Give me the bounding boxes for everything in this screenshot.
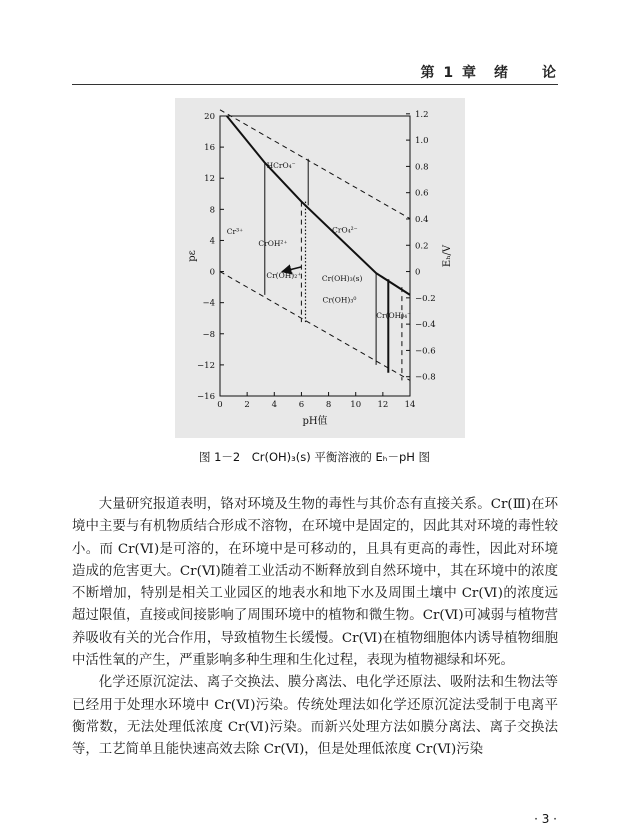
region-label-croh2: CrOH²⁺	[258, 238, 288, 248]
y-right-tick-label: −0.8	[415, 372, 436, 383]
y-left-tick-label: 16	[204, 143, 215, 154]
y-right-axis-label: Eₕ/V	[442, 244, 453, 268]
y-right-tick-label: −0.2	[415, 293, 436, 304]
boundary-line	[220, 272, 410, 381]
region-label-hcro4: HCrO₄⁻	[266, 161, 296, 171]
region-label-cro4: CrO₄²⁻	[332, 225, 358, 235]
plot-frame	[220, 116, 410, 396]
x-tick-label: 0	[217, 400, 223, 410]
region-label-croh3aq: Cr(OH)₃⁰	[322, 295, 357, 305]
x-tick-label: 10	[350, 400, 362, 410]
x-tick-label: 8	[325, 400, 332, 410]
x-tick-label: 12	[377, 400, 389, 410]
y-left-tick-label: 12	[204, 174, 215, 185]
region-label-croh4: Cr(OH)₄⁻	[376, 311, 412, 321]
chapter-title: 第 1 章 绪 论	[420, 65, 558, 81]
y-right-tick-label: 0.8	[415, 162, 429, 173]
y-left-axis-label: pε	[187, 250, 198, 262]
paragraph-2: 化学还原沉淀法、离子交换法、膜分离法、电化学还原法、吸附法和生物法等已经用于处理水环境中 Cr(Ⅵ)污染。传统处理法如化学还原沉淀法受制于电离平衡常数，无法处理低浓度 Cr(Ⅵ)污染。而新兴处理方法如膜分离法、离子交换法等，工艺简单且能快速高效去除 Cr(Ⅵ)，但是处理低浓度 Cr(Ⅵ)污染	[72, 675, 558, 758]
page-number: · 3 ·	[534, 812, 557, 826]
y-right-tick-label: 0	[415, 267, 421, 278]
y-left-tick-label: −12	[197, 360, 215, 371]
figure-caption: 图 1－2 Cr(OH)₃(s) 平衡溶液的 Eₕ－pH 图	[198, 450, 431, 464]
y-left-tick-label: 20	[204, 112, 215, 122]
region-label-cr3: Cr³⁺	[226, 227, 244, 237]
region-label-croh3s: Cr(OH)₃(s)	[321, 273, 363, 283]
figure-eh-ph-diagram	[175, 98, 465, 438]
eh-ph-chart	[175, 98, 465, 438]
y-left-tick-label: 4	[209, 236, 215, 247]
y-right-tick-label: 0.6	[415, 188, 429, 199]
region-label-croh2p: Cr(OH)₂⁺	[266, 270, 302, 280]
y-left-tick-label: −4	[202, 298, 215, 309]
x-tick-label: 6	[298, 400, 305, 410]
boundary-line	[227, 116, 410, 295]
x-axis-label: pH值	[302, 416, 328, 427]
x-tick-label: 14	[404, 400, 416, 410]
running-header	[72, 58, 558, 85]
x-tick-label: 4	[271, 400, 277, 410]
y-left-tick-label: 0	[209, 267, 215, 278]
y-right-tick-label: 0.2	[415, 241, 429, 252]
y-left-tick-label: −16	[197, 392, 215, 402]
body-text	[72, 494, 558, 762]
y-left-tick-label: −8	[202, 329, 215, 340]
y-left-tick-label: 8	[209, 205, 215, 216]
paragraph-1: 大量研究报道表明，铬对环境及生物的毒性与其价态有直接关系。Cr(Ⅲ)在环境中主要与有机物质结合形成不溶物，在环境中是固定的，因此其对环境的毒性较小。而 Cr(Ⅵ)是可溶的，在环境中是可移动的，且具有更高的毒性，因此对环境造成的危害更大。Cr(Ⅵ)随着工业活动不断释放到自然环境中，其在环境中的浓度不断增加，特别是相关工业园区的地表水和地下水及周围土壤中 Cr(Ⅵ)的浓度远超过限值，直接或间接影响了周围环境中的植物和微生物。Cr(Ⅵ)可减弱与植物营养吸收有关的光合作用，导致植物生长缓慢。Cr(Ⅵ)在植物细胞体内诱导植物细胞中活性氧的产生，严重影响多种生理和生化过程，表现为植物褪绿和坏死。	[72, 497, 558, 669]
y-right-tick-label: 1.2	[415, 109, 429, 120]
y-right-tick-label: −0.6	[415, 346, 436, 357]
boundary-line	[220, 110, 410, 219]
x-tick-label: 2	[244, 400, 250, 410]
y-right-tick-label: −0.4	[415, 320, 436, 331]
y-right-tick-label: 0.4	[415, 214, 429, 225]
y-right-tick-label: 1.0	[415, 136, 429, 147]
